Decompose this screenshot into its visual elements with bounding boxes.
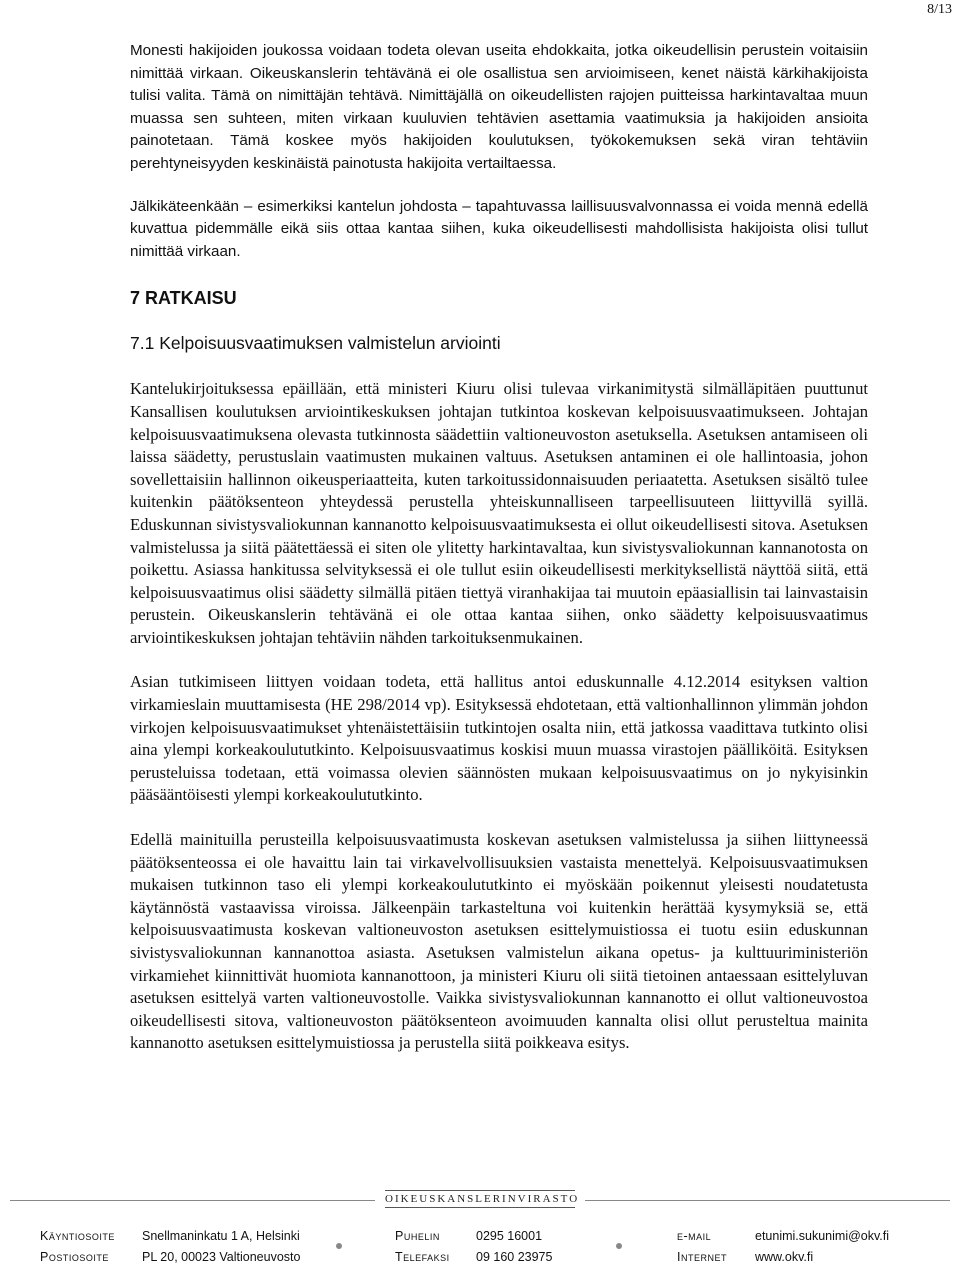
page-number: 8/13	[927, 2, 952, 17]
email-label: e-mail	[677, 1229, 712, 1243]
footer-separator-dot	[336, 1243, 342, 1249]
visit-address-label: Käyntiosoite	[40, 1229, 115, 1243]
fax-label: Telefaksi	[395, 1250, 450, 1264]
phone-label: Puhelin	[395, 1229, 440, 1243]
paragraph-johtopaatos: Edellä mainituilla perusteilla kelpoisuusvaatimusta koskevan asetuksen valmistelussa ja siihen liittyneessä päätöksenteossa ei ole havaittu lain tai virkavelvollisuuksien vastaista menettelyä. Kelpoisuusvaatimuksen mukaisen tutkinnon taso eli ylempi korkeakoulututkinto ei myöskään poikennut yleisesti noudatetusta käytännöstä vastaavissa viroissa. Jälkeenpäin tarkasteltuna voi kuitenkin herättää kysymyksiä se, että kelpoisuusvaatimusta koskevan valtioneuvoston asetuksen esittelymuistiossa ei tuotu esiin eduskunnan sivistysvaliokunnan kannanottoa asiasta. Asetuksen valmistelun aikana opetus- ja kulttuuriministeriön virkamiehet kiinnittivät huomiota kannanottoon, ja ministeri Kiuru oli siitä tietoinen antaessaan esittelyluvan asetuksen esittelyä varten valtioneuvostolle. Vaikka sivistysvaliokunnan kannanotto ei ollut valtioneuvostoa oikeudellisesti sitova, valtioneuvoston päätöksenteon avoimuuden kannalta olisi ollut perusteltua mainita kannanotto asetuksen esittelymuistiossa ja perustella siitä poikkeava esitys.	[130, 830, 868, 1053]
website-link[interactable]: www.okv.fi	[755, 1250, 814, 1264]
paragraph-nimittaja: Monesti hakijoiden joukossa voidaan todeta olevan useita ehdokkaita, jotka oikeudellisin perustein voitaisiin nimittää virkaan. Oikeuskanslerin tehtävänä ei ole osallistua sen arvioimiseen, kenet näistä kärkihakijoista tulisi valita. Tämä on nimittäjän tehtävä. Nimittäjällä on oikeudellisten rajojen puitteissa harkintavaltaa muun muassa sen suhteen, miten virkaan kuuluvien tehtävien asettamia vaatimuksia ja hakijoiden ansioita painotetaan. Tämä koskee myös hakijoiden koulutuksen, työkokemuksen sekä viran tehtäviin perehtyneisyyden keskinäistä painotusta hakijoita vertailtaessa.	[130, 42, 868, 172]
internet-label: Internet	[677, 1250, 727, 1264]
agency-logo	[385, 1188, 580, 1210]
paragraph-laillisuusvalvonta: Jälkikäteenkään – esimerkiksi kantelun johdosta – tapahtuvassa laillisuusvalvonnassa ei voida mennä edellä kuvattua pidemmälle eikä siis ottaa kantaa siihen, kuka oikeudellisesti mahdollisista hakijoista olisi tullut nimittää virkaan.	[130, 197, 868, 260]
footer-contact	[40, 1229, 920, 1271]
email-address[interactable]: etunimi.sukunimi@okv.fi	[755, 1229, 890, 1243]
postal-address: PL 20, 00023 Valtioneuvosto	[142, 1250, 301, 1264]
paragraph-hallituksen-esitys: Asian tutkimiseen liittyen voidaan todeta, että hallitus antoi eduskunnalle 4.12.2014 esityksen valtion virkamieslain muuttamisesta (HE 298/2014 vp). Esityksessä ehdotetaan, että valtionhallinnon ylimmän johdon virkojen kelpoisuusvaatimukset yhtenäistettäisiin tutkintojen osalta niin, että jatkossa vaadittava tutkinto olisi aina ylempi korkeakoulututkinto. Kelpoisuusvaatimus koskisi muun muassa virastojen päälliköitä. Esityksen perusteluissa todetaan, että voimassa olevien säännösten mukaan kelpoisuusvaatimus on jo nykyisinkin pääsääntöisesti ylempi korkeakoulututkinto.	[130, 672, 868, 805]
fax-number: 09 160 23975	[476, 1250, 553, 1264]
phone-number: 0295 16001	[476, 1229, 543, 1243]
agency-name: OIKEUSKANSLERINVIRASTO	[385, 1193, 580, 1205]
subsection-heading: 7.1 Kelpoisuusvaatimuksen valmistelun arviointi	[130, 333, 501, 354]
visit-address: Snellmaninkatu 1 A, Helsinki	[142, 1229, 300, 1243]
section-heading-ratkaisu: 7 RATKAISU	[130, 288, 237, 309]
paragraph-kantelukirjoitus: Kantelukirjoituksessa epäillään, että ministeri Kiuru olisi tulevaa virkanimitystä silmälläpitäen puuttunut Kansallisen koulutuksen arviointikeskuksen johtajan tutkintoa koskevan kelpoisuusvaatimukseen. Johtajan kelpoisuusvaatimuksena olevasta tutkinnosta säädettiin valtioneuvoston asetuksella. Asetuksen antamiseen oli laissa säädetty, perustuslain vaatimusten mukainen valtuus. Asetuksen antaminen ei ole hallintoasia, johon sovellettaisiin hallinnon oikeusperiaatteita, kuten tarkoitussidonnaisuuden periaatetta. Asetuksen sisältö tulee kuitenkin päätöksenteon yhteydessä perustella yhteiskunnalliseen tarpeellisuuteen liittyvillä syillä. Eduskunnan sivistysvaliokunnan kannanotto kelpoisuusvaatimuksesta ei ollut oikeudellisesti sitova. Asetuksen valmistelussa ja siitä päätettäessä ei siten ole ylitetty harkintavaltaa, kun sivistysvaliokunnan kannanotosta on poikettu. Asiassa hankitussa selvityksessä ei ole tullut esiin oikeudellisesti merkityksellistä näyttöä siitä, että kelpoisuusvaatimus olisi säädetty silmällä pitäen tiettyä viranhakijaa tai muutoin epäasiallisin tai lainvastaisin perustein. Oikeuskanslerin tehtävänä ei ole ottaa kantaa siihen, onko säädetty kelpoisuusvaatimus arviointikeskuksen johtajan tehtäviin nähden tarkoituksenmukainen.	[130, 379, 868, 647]
document-body	[130, 40, 868, 1055]
footer-separator-dot	[616, 1243, 622, 1249]
postal-address-label: Postiosoite	[40, 1250, 109, 1264]
